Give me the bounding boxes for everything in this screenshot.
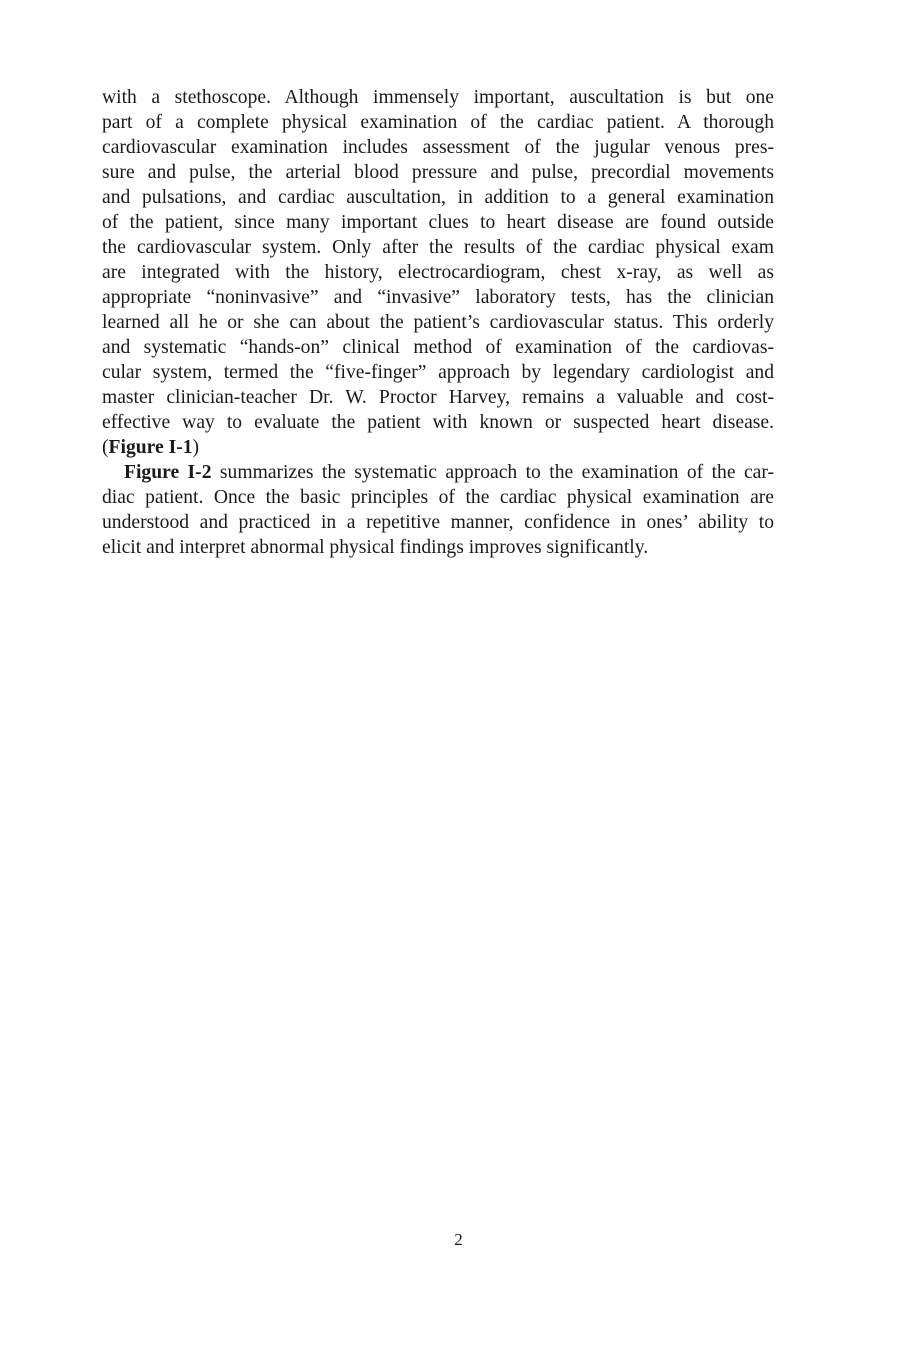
paren-open: ( bbox=[102, 437, 109, 458]
text-line: cardiovascular examination includes assessment of the jugular venous pres- bbox=[102, 137, 774, 158]
text-line: are integrated with the history, electrocardiogram, chest x-ray, as well as bbox=[102, 262, 774, 283]
text-line: master clinician-teacher Dr. W. Proctor Harvey, remains a valuable and cost- bbox=[102, 387, 774, 408]
figure-reference-i-1: Figure I-1 bbox=[108, 437, 193, 458]
paren-close: ) bbox=[192, 437, 200, 458]
text-line: learned all he or she can about the patient’s cardiovascular status. This orderly bbox=[102, 312, 774, 333]
paragraph-2 bbox=[102, 460, 774, 560]
text-line: sure and pulse, the arterial blood pressure and pulse, precordial movements bbox=[102, 162, 774, 183]
text-line: effective way to evaluate the patient with known or suspected heart disease. bbox=[102, 412, 774, 433]
text-line: appropriate “noninvasive” and “invasive” laboratory tests, has the clinician bbox=[102, 287, 774, 308]
text-line: cular system, termed the “five-finger” approach by legendary cardiologist and bbox=[102, 362, 774, 383]
text-line: part of a complete physical examination of the cardiac patient. A thorough bbox=[102, 112, 774, 133]
text-line: and systematic “hands-on” clinical method of examination of the cardiovas- bbox=[102, 337, 774, 358]
paragraph-1 bbox=[102, 85, 774, 460]
text-line: of the patient, since many important clues to heart disease are found outside bbox=[102, 212, 774, 233]
text-line: understood and practiced in a repetitive manner, confidence in ones’ ability to bbox=[102, 512, 774, 533]
text-line: elicit and interpret abnormal physical findings improves significantly. bbox=[102, 537, 649, 558]
text-line: and pulsations, and cardiac auscultation, in addition to a general examination bbox=[102, 187, 774, 208]
body-text bbox=[102, 85, 774, 560]
text-line: diac patient. Once the basic principles of the cardiac physical examination are bbox=[102, 487, 774, 508]
page-number: 2 bbox=[454, 1230, 463, 1249]
text-line: with a stethoscope. Although immensely important, auscultation is but one bbox=[102, 87, 774, 108]
text-line bbox=[102, 460, 774, 485]
figure-reference-line bbox=[102, 435, 774, 460]
text-run: summarizes the systematic approach to the examination of the car- bbox=[211, 462, 775, 483]
figure-reference-i-2: Figure I-2 bbox=[124, 462, 212, 483]
text-line: the cardiovascular system. Only after the results of the cardiac physical exam bbox=[102, 237, 774, 258]
